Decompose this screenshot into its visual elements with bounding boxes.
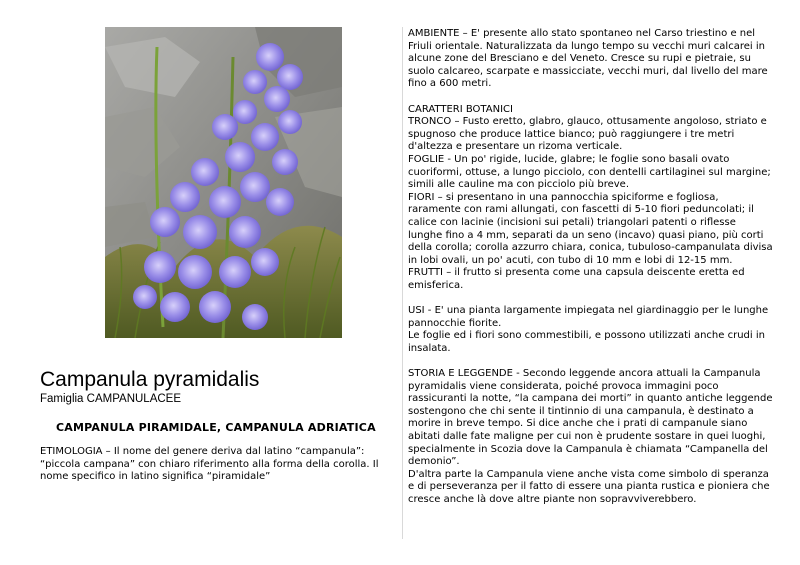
section-usi-continued: Le foglie ed i fiori sono commestibili, e possono utilizzati anche crudi in insalata. (408, 330, 765, 354)
section-ambiente: AMBIENTE – E' presente allo stato spontaneo nel Carso triestino e nel Friuli orientale. Naturalizzata da lungo tempo su vecchi muri calcarei in alcune zone del Bresciano e del Veneto. Cresce su rupi e pietraie, su suolo calcareo, scarpate e massicciate, vecchi muri, dal livello del mare fino a 600 metri. (408, 28, 768, 90)
section-tronco: TRONCO – Fusto eretto, glabro, glauco, ottusamente angoloso, striato e spugnoso che produce lattice bianco; può raggiungere i tre metri d'altezza e presentare un rizoma verticale. (408, 116, 767, 153)
section-storia: STORIA E LEGGENDE - Secondo leggende ancora attuali la Campanula pyramidalis viene considerata, poiché provoca immagini poco rassicuranti la notte, “la campana dei morti” in quanto antiche leggende sostengono che chi sente il tintinnio di una campanula, è destinato a morire in breve tempo. Si dice anche che i prati di campanule siano abitati dalle fate maligne per cui non è prudente sostare in quei luoghi, specialmente in Scozia dove la Campanula è chiamata “Campanella del demonio”. (408, 368, 773, 468)
etymology-text: ETIMOLOGIA – Il nome del genere deriva dal latino “campanula”: “piccola campana” con chiaro riferimento alla forma della corolla. Il nome specifico in latino significa “piramidale” (40, 446, 379, 483)
section-foglie: FOGLIE - Un po' rigide, lucide, glabre; le foglie sono basali ovato cuoriformi, ottuse, a lungo picciolo, con dentelli cartilaginei sul margine; simili alle cauline ma con picciolo più breve. (408, 153, 771, 191)
spacer (408, 355, 773, 368)
section-fiori: FIORI – si presentano in una pannocchia spiciforme e fogliosa, raramente con rami allungati, con fascetti di 5-10 fiori peduncolati; il calice con lacinie (incisioni sui petali) triangolari patenti o riflesse lunghe fino a 4 mm, separati da un seno (incavo) quasi piano, più corti della corolla; corolla azzurro chiara, conica, tubuloso-campanulata divisa in lobi ovali, un po' acuti, con tubo di 10 mm e lobi di 12-15 mm. (408, 191, 773, 266)
section-heading-caratteri: CARATTERI BOTANICI (408, 103, 513, 115)
common-names: CAMPANULA PIRAMIDALE, CAMPANULA ADRIATICA (56, 421, 376, 434)
spacer (408, 292, 773, 305)
description-column (408, 28, 773, 507)
section-usi: USI - E' una pianta largamente impiegata nel giardinaggio per le lunghe pannocchie fiorite. (408, 305, 769, 329)
plant-family: Famiglia CAMPANULACEE (40, 393, 182, 405)
section-storia-continued: D'altra parte la Campanula viene anche vista come simbolo di speranza e di perseveranza per il fatto di essere una pianta rustica e pioniera che cresce anche là dove altre piante non sopravviverebbero. (408, 468, 770, 505)
spacer (408, 91, 773, 104)
section-frutti: FRUTTI – il frutto si presenta come una capsula deiscente eretta ed emisferica. (408, 267, 745, 291)
flower-illustration (105, 27, 342, 338)
plant-title: Campanula pyramidalis (40, 368, 260, 391)
column-divider (402, 27, 403, 539)
plant-photo (105, 27, 342, 338)
